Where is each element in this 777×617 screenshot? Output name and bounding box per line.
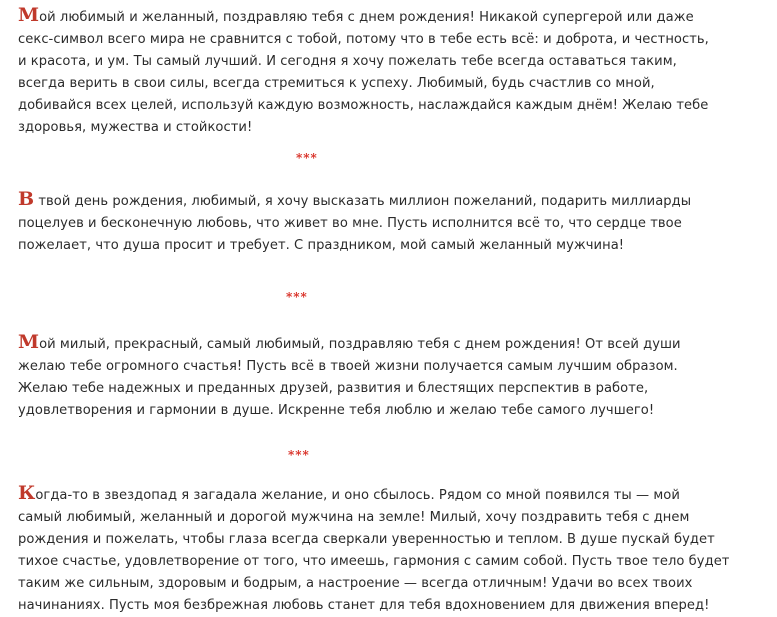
separator-stars: *** bbox=[296, 151, 318, 165]
greeting-paragraph-1 bbox=[18, 6, 763, 139]
drop-cap-letter: К bbox=[18, 482, 36, 504]
paragraph-line bbox=[18, 6, 763, 29]
paragraph-line bbox=[18, 484, 763, 507]
paragraph-line: поцелуев и бесконечную любовь, что живет во мне. Пусть исполнится всё то, что сердце твое bbox=[18, 216, 682, 231]
paragraph-line: тихое счастье, удовлетворение от того, что имеешь, гармония с самим собой. Пусть твое тело будет bbox=[18, 554, 730, 569]
paragraph-line: самый любимый, желанный и дорогой мужчина на земле! Милый, хочу поздравить тебя с днем bbox=[18, 510, 690, 525]
paragraph-line: удовлетворения и гармонии в душе. Искренне тебя люблю и желаю тебе самого лучшего! bbox=[18, 403, 655, 418]
separator-stars: *** bbox=[286, 290, 308, 304]
paragraph-line: здоровья, мужества и стойкости! bbox=[18, 120, 253, 135]
line-text: огда-то в звездопад я загадала желание, и оно сбылось. Рядом со мной появился ты — мой bbox=[35, 488, 680, 503]
paragraph-line: рождения и пожелать, чтобы глаза всегда сверкали уверенностью и теплом. В душе пускай будет bbox=[18, 532, 715, 547]
paragraph-line: Желаю тебе надежных и преданных друзей, развития и блестящих перспектив в работе, bbox=[18, 381, 649, 396]
drop-cap-letter: В bbox=[18, 188, 35, 210]
line-text: твой день рождения, любимый, я хочу высказать миллион пожеланий, подарить миллиарды bbox=[34, 194, 692, 209]
paragraph-line: желаю тебе огромного счастья! Пусть всё в твоей жизни получается самым лучшим образом. bbox=[18, 359, 678, 374]
paragraph-line: начинаниях. Пусть моя безбрежная любовь станет для тебя вдохновением для движения вперед! bbox=[18, 598, 710, 613]
greeting-paragraph-4 bbox=[18, 484, 763, 617]
greeting-paragraph-2 bbox=[18, 190, 763, 257]
line-text: ой милый, прекрасный, самый любимый, поздравляю тебя с днем рождения! От всей души bbox=[39, 337, 681, 352]
paragraph-line: таким же сильным, здоровым и бодрым, а настроение — всегда отличным! Удачи во всех твоих bbox=[18, 576, 693, 591]
paragraph-line bbox=[18, 333, 763, 356]
paragraph-line: секс-символ всего мира не сравнится с тобой, потому что в тебе есть всё: и доброта, и честность, bbox=[18, 32, 709, 47]
paragraph-line bbox=[18, 190, 763, 213]
drop-cap-letter: М bbox=[18, 4, 40, 26]
paragraph-line: всегда верить в свои силы, всегда стремиться к успеху. Любимый, будь счастлив со мной, bbox=[18, 76, 655, 91]
drop-cap-letter: М bbox=[18, 331, 40, 353]
greeting-paragraph-3 bbox=[18, 333, 763, 422]
paragraph-line: добивайся всех целей, используй каждую возможность, наслаждайся каждым днём! Желаю тебе bbox=[18, 98, 709, 113]
paragraph-line: и красота, и ум. Ты самый лучший. И сегодня я хочу пожелать тебе всегда оставаться таким, bbox=[18, 54, 677, 69]
line-text: ой любимый и желанный, поздравляю тебя с днем рождения! Никакой супергерой или даже bbox=[39, 10, 694, 25]
separator-stars: *** bbox=[288, 448, 310, 462]
paragraph-line: пожелает, что душа просит и требует. С праздником, мой самый желанный мужчина! bbox=[18, 238, 625, 253]
